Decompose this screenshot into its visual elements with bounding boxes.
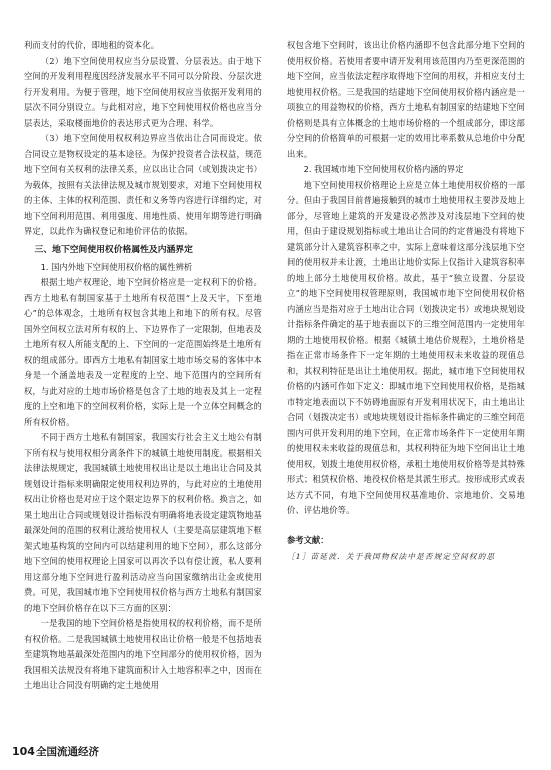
paragraph: 不同于西方土地私有制国家，我国实行社会主义土地公有制下所有权与使用权相分离条件下的城镇土地使用制度。根据相关法律法规规定，我国城镇土地使用权出让是以土地出让合同及其规划设计指标来明确限定使用权利边界的，与此对应的土地使用权出让价格也是对应于这个限定边界下的权利价格。换言之，如果土地出让合同或规划设计指标没有明确将地表设定建筑物地基最深处间的范围的权利让渡给使用权人（主要是高层建筑地下框架式地基构筑的空间内可以结建利用的地下空间），那么这部分地下空间的使用权理论上国家可以再次予以有偿让渡，私人要利用这部分地下空间进行盈利活动应当向国家缴纳出让金或使用费。可见，我国城市地下空间使用权价格与西方土地私有制国家的地下空间价格存在以下三方面的区别： <box>24 432 262 613</box>
right-column <box>287 38 525 564</box>
references-heading: 参考文献： <box>287 534 329 545</box>
paragraph: 一是我国的地下空间价格是指使用权的权利价格，而不是所有权价格。二是我国城镇土地使用权出让价格一般是不包括地表至建筑物地基最深处范围内的地下空间部分的使用权价格，因为我国相关法规没有将地下建筑面积计入土地容积率之中，因而在土地出让合同没有明确约定土地使用 <box>24 618 262 690</box>
subsection-heading: 1. 国内外地下空间使用权价格的属性辨析 <box>40 261 193 272</box>
page-number: 104 <box>12 745 35 758</box>
page-footer <box>12 744 99 759</box>
paragraph: （2）地下空间使用权应当分层设置、分层表达。由于地下空间的开发利用程度因经济发展水平不同可以分阶段、分层次进行开发利用。为便于管理，地下空间使用权应当依据开发利用的层次不同分别设立。与此相对应，地下空间使用权价格也应当分层表达，采取楼面地价的表达形式更为合理、科学。 <box>24 55 262 128</box>
paragraph: 地下空间使用权价格理论上应是立体土地使用权价格的一部分。但由于我国目前普遍接触到的城市土地使用权主要涉及地上部分，尽管地上建筑的开发建设必然涉及对浅层地下空间的使用，但由于建设规划指标或土地出让合同的约定普遍没有将地下建筑部分计入建筑容积率之中，实际上意味着这部分浅层地下空间的使用权并未让渡，土地出让地价实际上仅指计入建筑容积率的地上部分土地使用权价格。故此，基于“独立设置、分层设立”的地下空间使用权管理原则，我国城市地下空间使用权价格内涵应当是指对应于土地出让合同（划拨决定书）或地块规划设计指标条件确定的基于地表面以下的三维空间范围内一定使用年期的土地使用权价格。根据《城镇土地估价规程》，土地价格是指在正常市场条件下一定年期的土地使用权未来收益的现值总和，其权利特征是出让土地使用权。据此，城市地下空间使用权价格的内涵可作如下定义：即城市地下空间使用权价格，是指城市特定地表面以下不妨碍地面原有开发利用状况下，由土地出让合同（划拨决定书）或地块规划设计指标条件确定的三维空间范围内可供开发利用的地下空间，在正常市场条件下一定使用年期的使用权未来收益的现值总和，其权利特征为地下空间出让土地使用权，划拨土地使用权价格，承租土地使用权价格等是其特殊形式；租赁权价格、地役权价格是其派生形式。按形成形式或表达方式不同，有地下空间使用权基准地价、宗地地价、交易地价、评估地价等。 <box>287 179 525 515</box>
paragraph: （3）地下空间使用权权利边界应当依出让合同而设定。依合同设立是物权设定的基本途径。为保护投资者合法权益，规范地下空间有关权利的法律关系，应以出让合同（或划拨决定书）为载体，按照有关法律法规及城市规划要求，对地下空间使用权的主体、主体的权利范围、责任和义务等内容进行详细约定，对地下空间利用范围、利用强度、用地性质、使用年期等进行明确界定，以此作为确权登记和地价评估的依据。 <box>24 133 262 236</box>
section-heading: 三、地下空间使用权价格属性及内涵界定 <box>34 244 193 255</box>
subsection-heading: 2. 我国城市地下空间使用权价格内涵的界定 <box>303 164 464 174</box>
reference-item: ［1］苗延波．关于我国物权法中是否规定空间权的思 <box>287 552 496 561</box>
left-column <box>24 38 262 694</box>
paragraph: 根据土地产权理论，地下空间价格应是一定权利下的价格。西方土地私有制国家基于土地所有权范围“上及天宇，下至地心”的总体观念，土地所有权包含其地上和地下的所有权。尽管国外空间权立法对所有权的上、下边界作了一定限制，但地表及土地所有权人所能支配的上、下空间的一定范围始终是土地所有权的组成部分。即西方土地私有制国家土地市场交易的客体中本身是一个涵盖地表及一定程度的上空、地下范围内的空间所有权，与此对应的土地市场价格是包含了土地的地表及其上一定程度的上空和地下的空间权利价格，实际上是一个立体空间概念的所有权价格。 <box>24 277 262 427</box>
paragraph: 权包含地下空间时，该出让价格内涵即不包含此部分地下空间的使用权价格。若使用者要申请开发利用该范围内乃至更深范围的地下空间，应当依法定程序取得地下空间的用权，并相应支付土地使用权价格。三是我国的结建地下空间使用权价格内涵应是一项独立的用益物权的价格，西方土地私有制国家的结建地下空间价格则是具有立体概念的土地市场价格的一个组成部分，即这部分空间的价格简单的可根据一定的效用比率系数从总地价中分配出来。 <box>287 40 525 159</box>
journal-name: 全国流通经济 <box>35 746 99 758</box>
paragraph: 利而支付的代价，即地租的资本化。 <box>24 40 160 50</box>
